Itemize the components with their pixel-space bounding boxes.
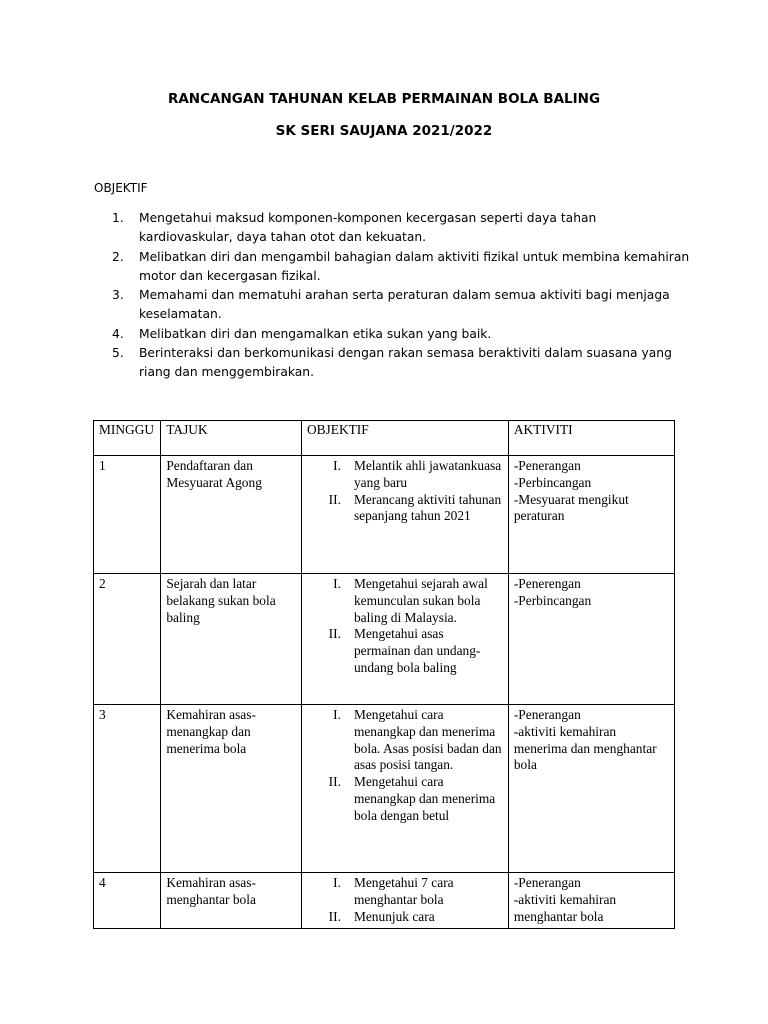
- roman-numeral: II.: [328, 908, 341, 924]
- objektif-list: [307, 707, 503, 825]
- objective-text: Berinteraksi dan berkomunikasi dengan rakan semasa beraktiviti dalam suasana yang riang dan menggembirakan.: [139, 346, 672, 380]
- objective-text: Memahami dan mematuhi arahan serta peraturan dalam semua aktiviti bagi menjaga keselamatan.: [139, 288, 670, 322]
- document-title: RANCANGAN TAHUNAN KELAB PERMAINAN BOLA BALING: [167, 91, 601, 107]
- table-row: [94, 705, 675, 873]
- cell-aktiviti: [508, 574, 674, 705]
- objektif-text: Merancang aktiviti tahunan sepanjang tahun 2021: [353, 491, 502, 524]
- table-row: [94, 574, 675, 705]
- objective-item: [112, 325, 692, 344]
- table-row: [94, 456, 675, 574]
- objektif-item: [307, 492, 503, 526]
- cell-tajuk: Kemahiran asas-menangkap dan menerima bola: [161, 705, 302, 873]
- roman-numeral: II.: [328, 491, 341, 507]
- objektif-list: [307, 458, 503, 525]
- objektif-item: [307, 774, 503, 824]
- cell-minggu: 4: [94, 873, 161, 929]
- objective-number: 2.: [112, 249, 124, 264]
- objektif-item: [307, 458, 503, 492]
- objective-number: 3.: [112, 288, 124, 303]
- aktiviti-item: -aktiviti kemahiran menerima dan menghantar bola: [513, 723, 657, 773]
- objektif-item: [307, 875, 503, 909]
- objektif-heading: OBJEKTIF: [94, 181, 148, 195]
- cell-tajuk: Kemahiran asas-menghantar bola: [161, 873, 302, 929]
- objektif-text: Mengetahui sejarah awal kemunculan sukan bola baling di Malaysia.: [353, 576, 488, 625]
- objective-item: [112, 248, 692, 287]
- header-minggu: MINGGU: [94, 421, 161, 456]
- objektif-list: [307, 576, 503, 677]
- cell-objektif: [301, 456, 508, 574]
- header-tajuk: TAJUK: [161, 421, 302, 456]
- cell-minggu: 3: [94, 705, 161, 873]
- aktiviti-item: -Perbincangan: [513, 474, 592, 490]
- objective-number: 4.: [112, 326, 124, 341]
- header-aktiviti: AKTIVITI: [508, 421, 674, 456]
- aktiviti-item: -Penerangan: [513, 707, 581, 722]
- aktiviti-item: -aktiviti kemahiran menghantar bola: [513, 891, 617, 924]
- objektif-text: Melantik ahli jawatankuasa yang baru: [353, 458, 502, 490]
- cell-minggu: 2: [94, 574, 161, 705]
- objective-item: [112, 344, 692, 383]
- objective-item: [112, 286, 692, 325]
- aktiviti-item: -Penerengan: [513, 576, 581, 591]
- cell-objektif: [301, 705, 508, 873]
- objektif-list: [307, 875, 503, 925]
- objective-number: 1.: [112, 211, 124, 225]
- roman-numeral: I.: [333, 576, 341, 591]
- roman-numeral: I.: [333, 875, 341, 890]
- objektif-item: [307, 909, 503, 926]
- objektif-text: Menunjuk cara: [353, 908, 435, 924]
- objektif-item: [307, 576, 503, 626]
- document-subtitle: SK SERI SAUJANA 2021/2022: [275, 123, 493, 139]
- objektif-text: Mengetahui asas permainan dan undang-undang bola baling: [353, 626, 481, 675]
- objektif-item: [307, 707, 503, 774]
- cell-tajuk: Pendaftaran dan Mesyuarat Agong: [161, 456, 302, 574]
- objective-item: [112, 209, 692, 248]
- objective-text: Mengetahui maksud komponen-komponen kecergasan seperti daya tahan kardiovaskular, daya tahan otot dan kekuatan.: [139, 211, 597, 245]
- objektif-text: Mengetahui cara menangkap dan menerima bola. Asas posisi badan dan asas posisi tangan.: [353, 707, 502, 773]
- aktiviti-item: -Mesyuarat mengikut peraturan: [513, 491, 629, 524]
- cell-minggu: 1: [94, 456, 161, 574]
- objective-number: 5.: [112, 346, 124, 361]
- objektif-text: Mengetahui 7 cara menghantar bola: [353, 875, 454, 907]
- roman-numeral: I.: [333, 707, 341, 722]
- objektif-text: Mengetahui cara menangkap dan menerima bola dengan betul: [353, 774, 496, 823]
- cell-objektif: [301, 574, 508, 705]
- objective-text: Melibatkan diri dan mengamalkan etika sukan yang baik.: [139, 326, 492, 341]
- objektif-item: [307, 626, 503, 676]
- table-row: [94, 873, 675, 929]
- table-header-row: [94, 421, 675, 456]
- cell-aktiviti: [508, 873, 674, 929]
- roman-numeral: II.: [328, 774, 341, 790]
- roman-numeral: II.: [328, 626, 341, 642]
- plan-table: [93, 420, 675, 929]
- aktiviti-item: -Penerangan: [513, 458, 581, 473]
- roman-numeral: I.: [333, 458, 341, 473]
- objectives-list: [112, 209, 692, 383]
- cell-aktiviti: [508, 705, 674, 873]
- objective-text: Melibatkan diri dan mengambil bahagian dalam aktiviti fizikal untuk membina kemahiran motor dan kecergasan fizikal.: [139, 249, 690, 283]
- cell-objektif: [301, 873, 508, 929]
- header-objektif: OBJEKTIF: [301, 421, 508, 456]
- cell-aktiviti: [508, 456, 674, 574]
- cell-tajuk: Sejarah dan latar belakang sukan bola baling: [161, 574, 302, 705]
- aktiviti-item: -Perbincangan: [513, 592, 592, 608]
- aktiviti-item: -Penerangan: [513, 875, 581, 890]
